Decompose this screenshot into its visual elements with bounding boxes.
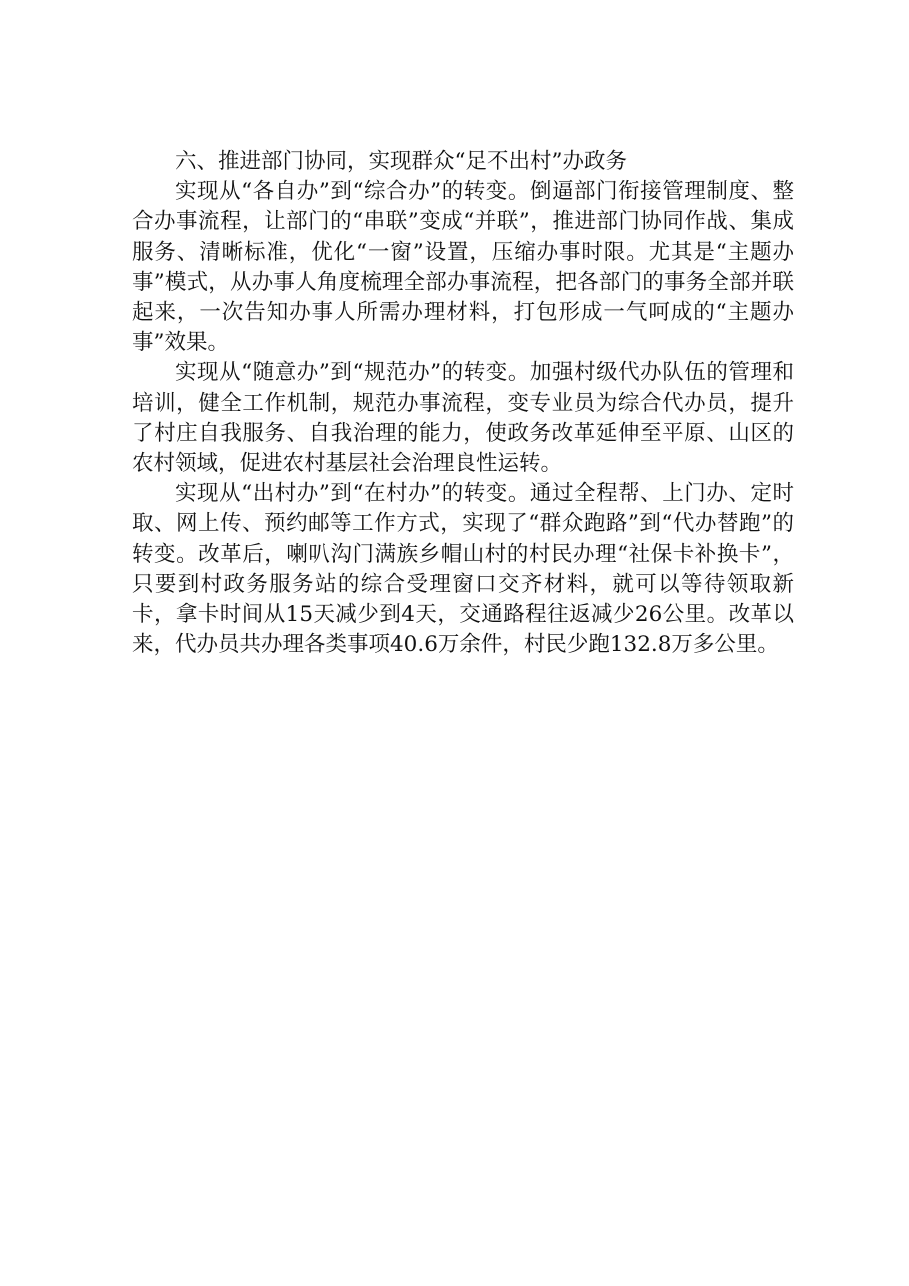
section-heading: 六、推进部门协同，实现群众“足不出村”办政务 — [175, 149, 627, 174]
paragraph-2: 实现从“随意办”到“规范办”的转变。加强村级代办队伍的管理和培训，健全工作机制，规范办事流程，变专业员为综合代办员，提升了村庄自我服务、自我治理的能力，使政务改革延伸至平原、山区的农村领域，促进农村基层社会治理良性运转。 — [132, 360, 794, 477]
paragraph-1: 实现从“各自办”到“综合办”的转变。倒逼部门衔接管理制度、整合办事流程，让部门的“串联”变成“并联”，推进部门协同作战、集成服务、清晰标准，优化“一窗”设置，压缩办事时限。尤其是“主题办事”模式，从办事人角度梳理全部办事流程，把各部门的事务全部并联起来，一次告知办事人所需办理材料，打包形成一气呵成的“主题办事”效果。 — [132, 179, 794, 356]
document-body — [132, 147, 794, 660]
paragraph-3: 实现从“出村办”到“在村办”的转变。通过全程帮、上门办、定时取、网上传、预约邮等工作方式，实现了“群众跑路”到“代办替跑”的转变。改革后，喇叭沟门满族乡帽山村的村民办理“社保卡补换卡”，只要到村政务服务站的综合受理窗口交齐材料，就可以等待领取新卡，拿卡时间从15天减少到4天，交通路程往返减少26公里。改革以来，代办员共办理各类事项40.6万余件，村民少跑132.8万多公里。 — [132, 481, 794, 658]
